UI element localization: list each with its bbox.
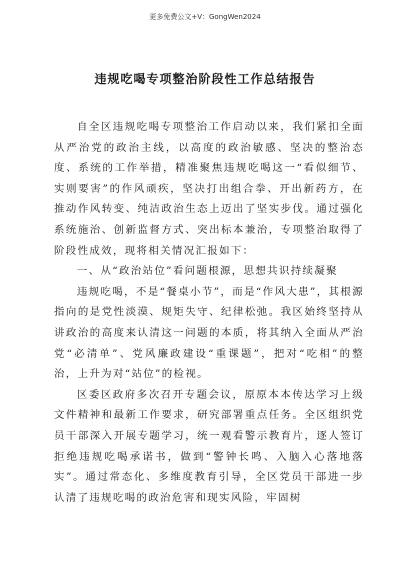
section-heading-1: 一、从“政治站位”看问题根源，思想共识持续凝聚 [76, 265, 338, 278]
paragraph-intro: 自全区违规吃喝专项整治工作启动以来，我们紧扣全面从严治党的政治主线，以高度的政治敏感、坚决的整治态度、系统的工作举措，精准聚焦违规吃喝这一“看似细节、实则要害”的作风顽疾，坚决打出组合拳、开出新药方，在推动作风转变、纯洁政治生态上迈出了坚实步伐。通过强化系统施治、创新监督方式、突出标本兼治，专项整治取得了阶段性成效，现将相关情况汇报如下： [54, 121, 364, 257]
document-body [54, 117, 364, 508]
paragraph-body: 区委区政府多次召开专题会议，原原本本传达学习上级文件精神和最新工作要求，研究部署重点任务。全区组织党员干部深入开展专题学习，统一观看警示教育片，逐人签订拒绝违规吃喝承诺书，做到“警钟长鸣、入脑入心落地落实”。通过常态化、多维度教育引导，全区党员干部进一步认清了违规吃喝的政治危害和现实风险，牢固树 [54, 388, 364, 504]
document-title: 违规吃喝专项整治阶段性工作总结报告 [94, 72, 316, 86]
paragraph-body: 违规吃喝，不是“餐桌小节”，而是“作风大患”，其根源指向的是党性淡漠、规矩失守、纪律松弛。我区始终坚持从讲政治的高度来认清这一问题的本质，将其纳入全面从严治党“必清单”、党风廉政建设“重课题”，把对“吃相”的整治，上升为对“站位”的检视。 [54, 285, 364, 381]
header-note: 更多免费公文+V：GongWen2024 [149, 13, 261, 21]
